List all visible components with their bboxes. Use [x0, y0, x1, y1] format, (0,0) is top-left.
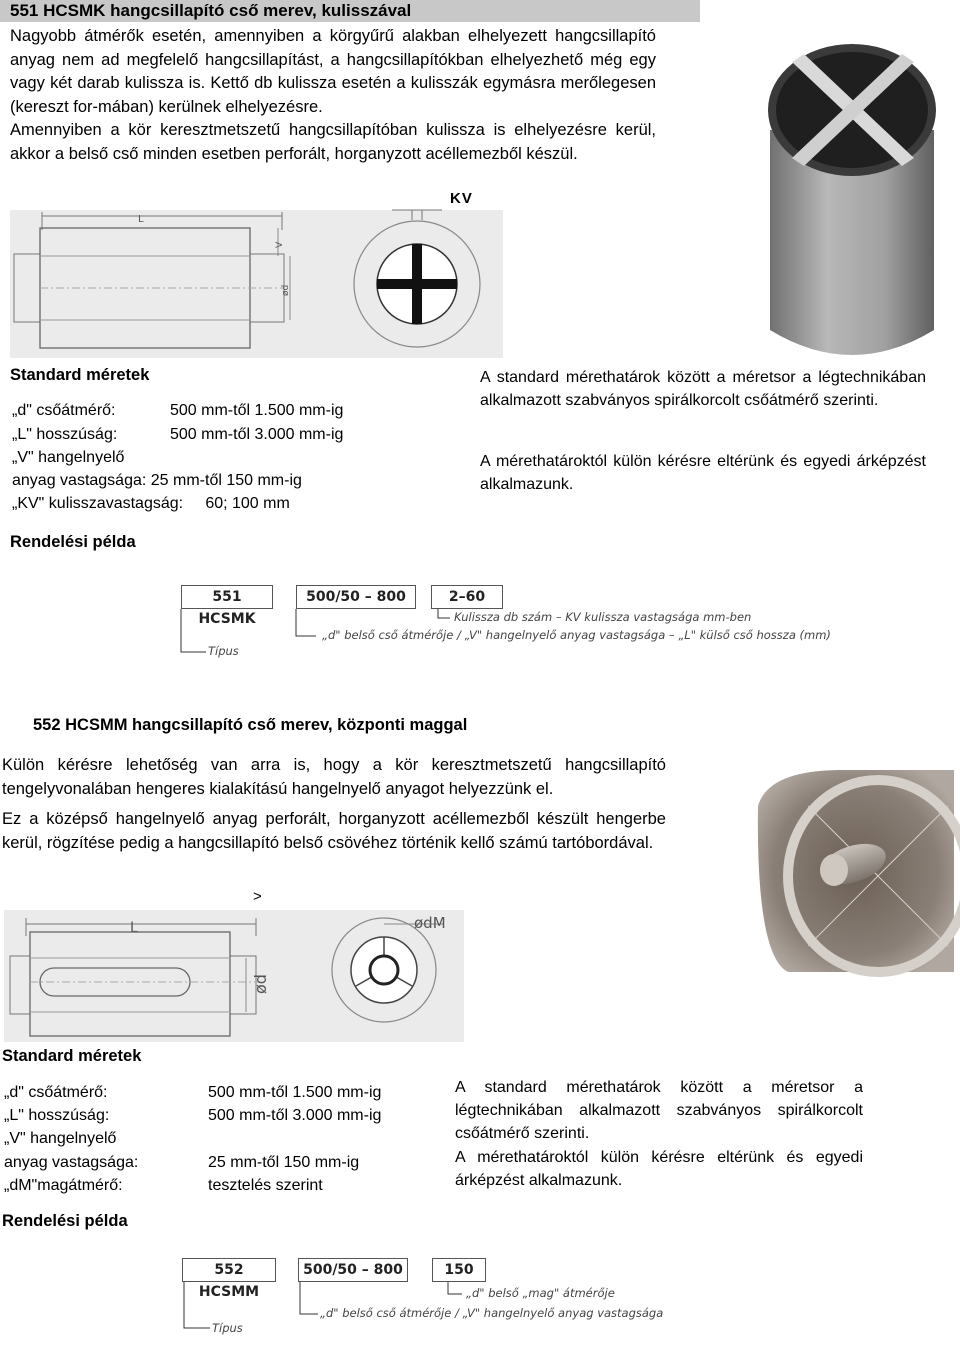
- silencer-photo-cross: [752, 40, 952, 370]
- order1-baffle-box: 2–60: [431, 585, 503, 609]
- section2-order-example: [180, 1252, 664, 1340]
- section2-drawing: [4, 910, 464, 1042]
- section2-right-text2: A mérethatároktól külön kérésre eltérünk és egyedi árképzést alkalmazunk.: [455, 1149, 863, 1189]
- dim-V-label: V: [275, 241, 285, 248]
- section1-order-heading: Rendelési példa: [10, 533, 136, 551]
- order1-size-box: 500/50 – 800: [296, 585, 416, 609]
- order1-type-box: 551 HCSMK: [181, 585, 273, 609]
- order2-core-box: 150: [432, 1258, 486, 1282]
- stray-mark: >: [253, 888, 262, 905]
- section2-title: 552 HCSMM hangcsillapító cső merev, központi maggal: [33, 716, 468, 734]
- section1-paragraph2: Amennyiben a kör keresztmetszetű hangcsillapítóban kulissza is elhelyezésre kerül, akkor a belső cső minden esetben perforált, horganyzott acéllemezből készül.: [10, 121, 656, 163]
- section2-order-heading: Rendelési példa: [2, 1212, 128, 1230]
- dim-d-label: ød: [281, 284, 291, 296]
- kv-label: KV: [450, 190, 473, 207]
- section2-paragraph2: Ez a középső hangelnyelő anyag perforált, horganyzott acéllemezből készült hengerbe kerül, rögzítése pedig a hangcsillapító belső csövéhez történik kellő számú tartóbordával.: [2, 810, 666, 852]
- section1-spec-value-L: 500 mm-től 3.000 mm-ig: [170, 426, 344, 443]
- section1-drawing-svg: [10, 210, 503, 358]
- section1-spec-label-d: „d" csőátmérő:: [12, 402, 116, 419]
- section2-spec-value-d: 500 mm-től 1.500 mm-ig: [208, 1084, 382, 1101]
- order2-legend3: Típus: [212, 1321, 243, 1335]
- section2-paragraph1: Külön kérésre lehetőség van arra is, hogy a kör keresztmetszetű hangcsillapító tengelyvonalában hengeres kialakítású hangelnyelő anyagot helyezzünk el.: [2, 756, 666, 798]
- section2-spec-value-L: 500 mm-től 3.000 mm-ig: [208, 1107, 382, 1124]
- section1-spec-KV: „KV" kulisszavastagság: 60; 100 mm: [12, 495, 290, 512]
- silencer-cross-svg: [752, 40, 952, 370]
- section1-right-text1: A standard mérethatárok között a méretsor a légtechnikában alkalmazott szabványos spirálkorcolt csőátmérő szerinti.: [480, 369, 926, 409]
- section1-spec-label-L: „L" hosszúság:: [12, 426, 118, 443]
- section2-spec-label-L: „L" hosszúság:: [4, 1107, 110, 1124]
- section1-order-example: [176, 580, 831, 660]
- section2-spec-label-thickness: anyag vastagsága:: [4, 1154, 139, 1171]
- section2-spec-label-d: „d" csőátmérő:: [4, 1084, 108, 1101]
- section1-title: 551 HCSMK hangcsillapító cső merev, kulisszával: [10, 1, 412, 20]
- section2-spec-label-V: „V" hangelnyelő: [4, 1130, 117, 1147]
- silencer-photo-core: [748, 766, 954, 972]
- section1-spec-V-line1: „V" hangelnyelő: [12, 449, 125, 466]
- order2-size-box: 500/50 – 800: [298, 1258, 408, 1282]
- order1-legend1: Kulissza db szám – KV kulissza vastagsága mm-ben: [454, 610, 752, 624]
- section1-spec-value-d: 500 mm-től 1.500 mm-ig: [170, 402, 344, 419]
- order1-legend3: Típus: [208, 644, 239, 658]
- dim2-dM-label: ødM: [414, 914, 446, 932]
- section1-spec-V-line2: anyag vastagsága: 25 mm-től 150 mm-ig: [12, 472, 302, 489]
- section1-standard-heading: Standard méretek: [10, 366, 150, 384]
- section2-spec-label-dM: „dM"magátmérő:: [4, 1177, 123, 1194]
- section1-paragraph1: Nagyobb átmérők esetén, amennyiben a körgyűrű alakban elhelyezett hangcsillapító anyag nem ad megfelelő hangcsillapítást, a hangcsillapítókban elhelyezhető még egy vagy két darab kulissza is. Kettő db kulissza esetén a kulisszák egymásra merőlegesen (kereszt for-mában) kerülnek elhelyezésre.: [10, 27, 656, 116]
- section2-spec-value-thickness: 25 mm-től 150 mm-ig: [208, 1154, 360, 1171]
- dim-L-label: L: [138, 214, 144, 225]
- order2-type-box: 552 HCSMM: [182, 1258, 276, 1282]
- section2-drawing-svg: [4, 910, 464, 1042]
- dim2-L-label: L: [130, 920, 138, 936]
- order2-legend2: „d" belső cső átmérője / „V" hangelnyelő anyag vastagsága: [320, 1306, 664, 1320]
- section2-right-text1: A standard mérethatárok között a méretsor a légtechnikában alkalmazott szabványos spirálkorcolt csőátmérő szerinti.: [455, 1079, 863, 1142]
- section1-drawing: [10, 210, 503, 358]
- section1-right-text2: A mérethatároktól külön kérésre eltérünk és egyedi árképzést alkalmazunk.: [480, 453, 926, 493]
- section2-standard-heading: Standard méretek: [2, 1047, 142, 1065]
- section2-spec-value-dM: tesztelés szerint: [208, 1177, 323, 1194]
- order2-legend1: „d" belső „mag" átmérője: [466, 1286, 615, 1300]
- dim2-d-label: ød: [251, 974, 270, 994]
- order1-legend2: „d" belső cső átmérője / „V" hangelnyelő anyag vastagsága – „L" külső cső hossza (mm): [322, 628, 831, 642]
- silencer-core-svg: [748, 766, 954, 972]
